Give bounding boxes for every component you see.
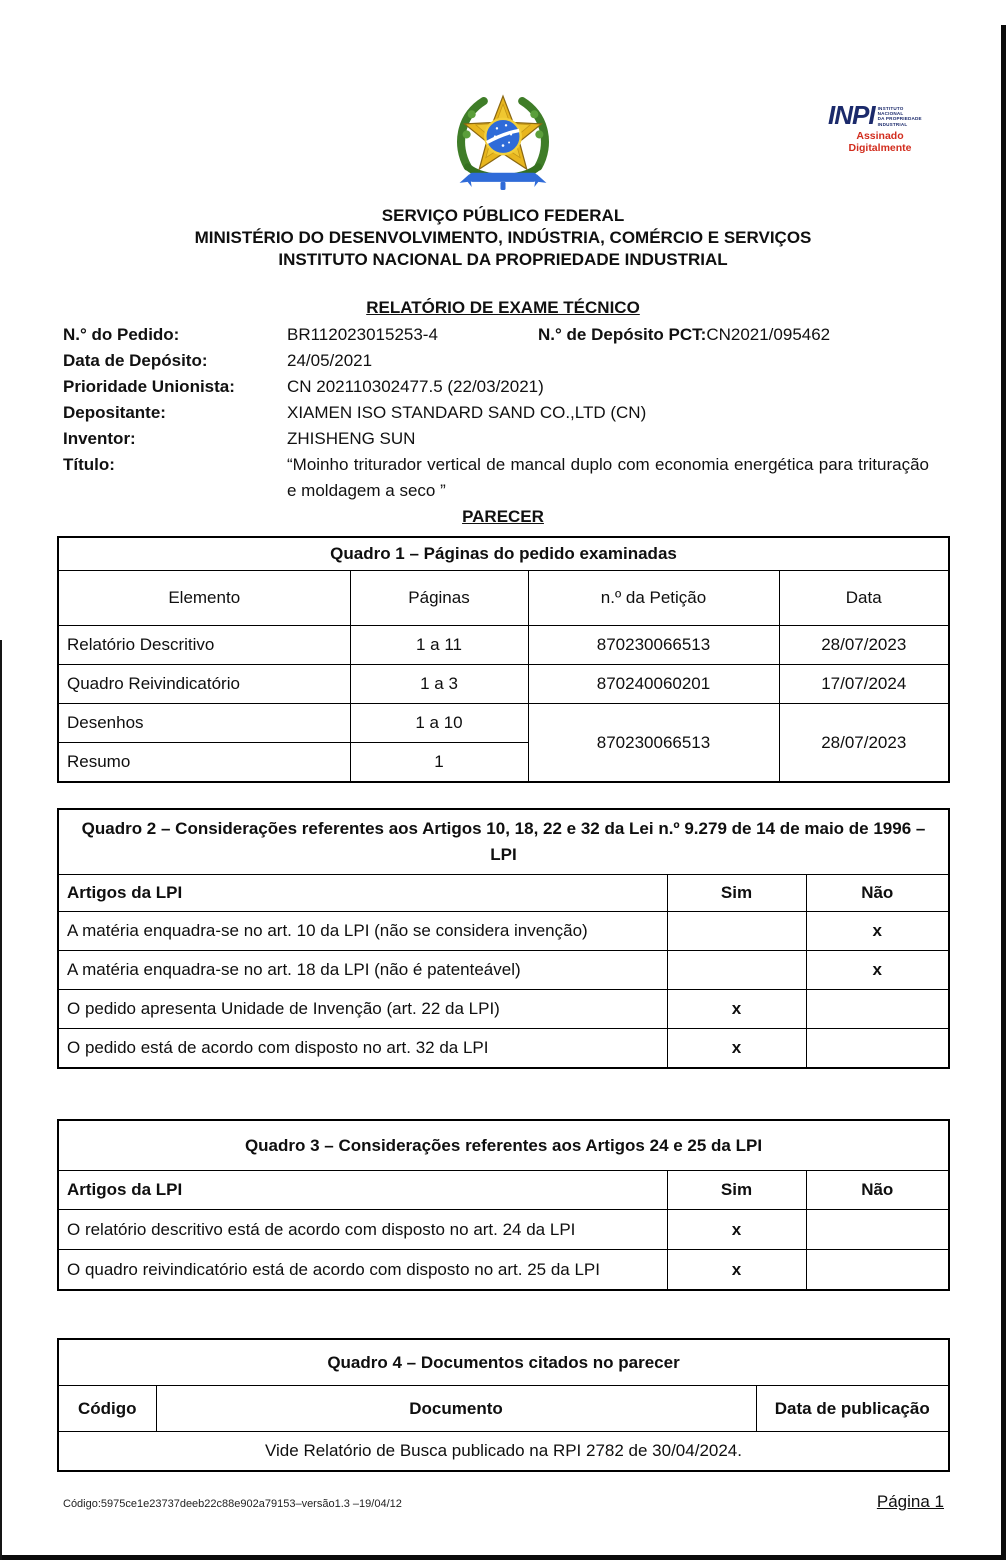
quadro3-header-row — [58, 1171, 949, 1210]
cell-data-merged: 28/07/2023 — [779, 704, 949, 783]
scan-edge-right — [1001, 25, 1006, 1560]
cell-nao — [806, 1210, 949, 1250]
column-header: Documento — [156, 1386, 756, 1432]
table-row — [58, 665, 949, 704]
table-row — [58, 1029, 949, 1069]
field-label: Prioridade Unionista: — [63, 377, 235, 396]
field-label: Data de Depósito: — [63, 351, 208, 370]
quadro3-table — [57, 1119, 950, 1291]
header-line-instituto: INSTITUTO NACIONAL DA PROPRIEDADE INDUSTRIAL — [278, 250, 728, 269]
cell-elemento: Quadro Reivindicatório — [58, 665, 350, 704]
quadro2-table — [57, 808, 950, 1069]
column-header: Sim — [667, 875, 806, 912]
column-header: Data — [779, 571, 949, 626]
cell-peticao: 870230066513 — [528, 626, 779, 665]
report-title-text: RELATÓRIO DE EXAME TÉCNICO — [366, 298, 640, 317]
signed-label-line: Digitalmente — [848, 141, 912, 154]
cell-artigo: O pedido está de acordo com disposto no art. 32 da LPI — [58, 1029, 667, 1069]
scan-edge-left — [0, 640, 2, 1560]
quadro1-header-row — [58, 571, 949, 626]
column-header: Não — [806, 1171, 949, 1210]
parecer-text: PARECER — [462, 507, 544, 526]
inpi-org-line: NACIONAL — [877, 111, 904, 117]
government-header — [0, 205, 1006, 271]
quadro1-table — [57, 536, 950, 783]
signed-label-line: Assinado — [856, 129, 904, 142]
field-value: ZHISHENG SUN — [287, 429, 416, 448]
cell-elemento: Desenhos — [58, 704, 350, 743]
inpi-org-name — [878, 106, 922, 127]
cell-paginas: 1 a 3 — [350, 665, 528, 704]
column-header: n.º da Petição — [528, 571, 779, 626]
cell-sim: x — [667, 990, 806, 1029]
column-header: Data de publicação — [756, 1386, 949, 1432]
cell-artigo: O quadro reivindicatório está de acordo com disposto no art. 25 da LPI — [58, 1250, 667, 1291]
cell-peticao: 870240060201 — [528, 665, 779, 704]
inpi-logo-icon: INPI — [828, 100, 875, 130]
column-header: Elemento — [58, 571, 350, 626]
quadro2-title: Quadro 2 – Considerações referentes aos Artigos 10, 18, 22 e 32 da Lei n.º 9.279 de 14 de maio de 1996 – LPI — [58, 809, 949, 875]
cell-elemento: Relatório Descritivo — [58, 626, 350, 665]
cell-paginas: 1 — [350, 743, 528, 783]
column-header: Artigos da LPI — [58, 1171, 667, 1210]
cell-sim — [667, 951, 806, 990]
cell-artigo: O pedido apresenta Unidade de Invenção (art. 22 da LPI) — [58, 990, 667, 1029]
field-row-inventor — [63, 426, 943, 452]
field-label: Depositante: — [63, 403, 166, 422]
quadro4-table — [57, 1338, 950, 1472]
inpi-signature-stamp — [828, 100, 978, 154]
field-value: BR112023015253-4 — [287, 325, 438, 344]
brazil-coat-of-arms-icon — [447, 90, 559, 192]
column-header: Código — [58, 1386, 156, 1432]
cell-sim: x — [667, 1210, 806, 1250]
field-label: Título: — [63, 455, 115, 474]
coat-of-arms — [0, 0, 1006, 197]
field-row-prioridade — [63, 374, 943, 400]
field-value-titulo: “Moinho triturador vertical de mancal duplo com economia energética para trituração e moldagem a seco ” — [287, 455, 929, 500]
bibliographic-fields — [63, 322, 943, 504]
field-label: N.° do Pedido: — [63, 325, 180, 344]
cell-nao — [806, 990, 949, 1029]
report-title — [0, 298, 1006, 318]
field-value-pct: CN2021/095462 — [706, 325, 831, 344]
signed-digitally-label — [842, 130, 918, 154]
table-row — [58, 1250, 949, 1291]
cell-peticao-merged: 870230066513 — [528, 704, 779, 783]
table-row — [58, 1432, 949, 1472]
inpi-org-line: DA PROPRIEDADE — [877, 116, 922, 122]
field-row-depositante — [63, 400, 943, 426]
parecer-heading — [0, 507, 1006, 527]
cell-data: 28/07/2023 — [779, 626, 949, 665]
footer-document-code: Código:5975ce1e23737deeb22c88e902a79153–versão1.3 –19/04/12 — [63, 1498, 402, 1510]
column-header: Artigos da LPI — [58, 875, 667, 912]
column-header: Páginas — [350, 571, 528, 626]
field-label-pct: N.° de Depósito PCT: — [538, 325, 707, 344]
field-row-data-deposito — [63, 348, 943, 374]
quadro2-header-row — [58, 875, 949, 912]
quadro4-header-row — [58, 1386, 949, 1432]
field-value: CN 202110302477.5 (22/03/2021) — [287, 377, 544, 396]
cell-paginas: 1 a 10 — [350, 704, 528, 743]
table-row — [58, 990, 949, 1029]
cell-elemento: Resumo — [58, 743, 350, 783]
table-row — [58, 951, 949, 990]
field-row-pedido — [63, 322, 943, 348]
inpi-org-line: INSTITUTO — [877, 106, 904, 111]
field-value: XIAMEN ISO STANDARD SAND CO.,LTD (CN) — [287, 403, 647, 422]
cell-sim: x — [667, 1029, 806, 1069]
cell-nao: x — [806, 951, 949, 990]
cell-artigo: A matéria enquadra-se no art. 18 da LPI (não é patenteável) — [58, 951, 667, 990]
cell-sim — [667, 912, 806, 951]
cell-artigo: A matéria enquadra-se no art. 10 da LPI (não se considera invenção) — [58, 912, 667, 951]
cell-artigo: O relatório descritivo está de acordo com disposto no art. 24 da LPI — [58, 1210, 667, 1250]
header-line-ministerio: MINISTÉRIO DO DESENVOLVIMENTO, INDÚSTRIA, COMÉRCIO E SERVIÇOS — [194, 228, 812, 247]
page-number: Página 1 — [876, 1492, 944, 1511]
field-row-titulo — [63, 452, 943, 504]
cell-sim: x — [667, 1250, 806, 1291]
column-header: Não — [806, 875, 949, 912]
scan-edge-bottom — [0, 1555, 1006, 1560]
inpi-org-line: INDUSTRIAL — [877, 121, 908, 127]
table-row — [58, 912, 949, 951]
field-value: 24/05/2021 — [287, 351, 373, 370]
column-header: Sim — [667, 1171, 806, 1210]
cell-data: 17/07/2024 — [779, 665, 949, 704]
quadro3-title: Quadro 3 – Considerações referentes aos Artigos 24 e 25 da LPI — [58, 1120, 949, 1171]
table-row — [58, 626, 949, 665]
field-label: Inventor: — [63, 429, 136, 448]
cell-nao: x — [806, 912, 949, 951]
quadro4-title: Quadro 4 – Documentos citados no parecer — [58, 1339, 949, 1386]
cell-nao — [806, 1250, 949, 1291]
table-row — [58, 1210, 949, 1250]
cell-search-report-note: Vide Relatório de Busca publicado na RPI 2782 de 30/04/2024. — [58, 1432, 949, 1472]
table-row — [58, 704, 949, 743]
header-line-servico: SERVIÇO PÚBLICO FEDERAL — [381, 206, 625, 225]
cell-paginas: 1 a 11 — [350, 626, 528, 665]
cell-nao — [806, 1029, 949, 1069]
quadro1-title: Quadro 1 – Páginas do pedido examinadas — [58, 537, 949, 571]
